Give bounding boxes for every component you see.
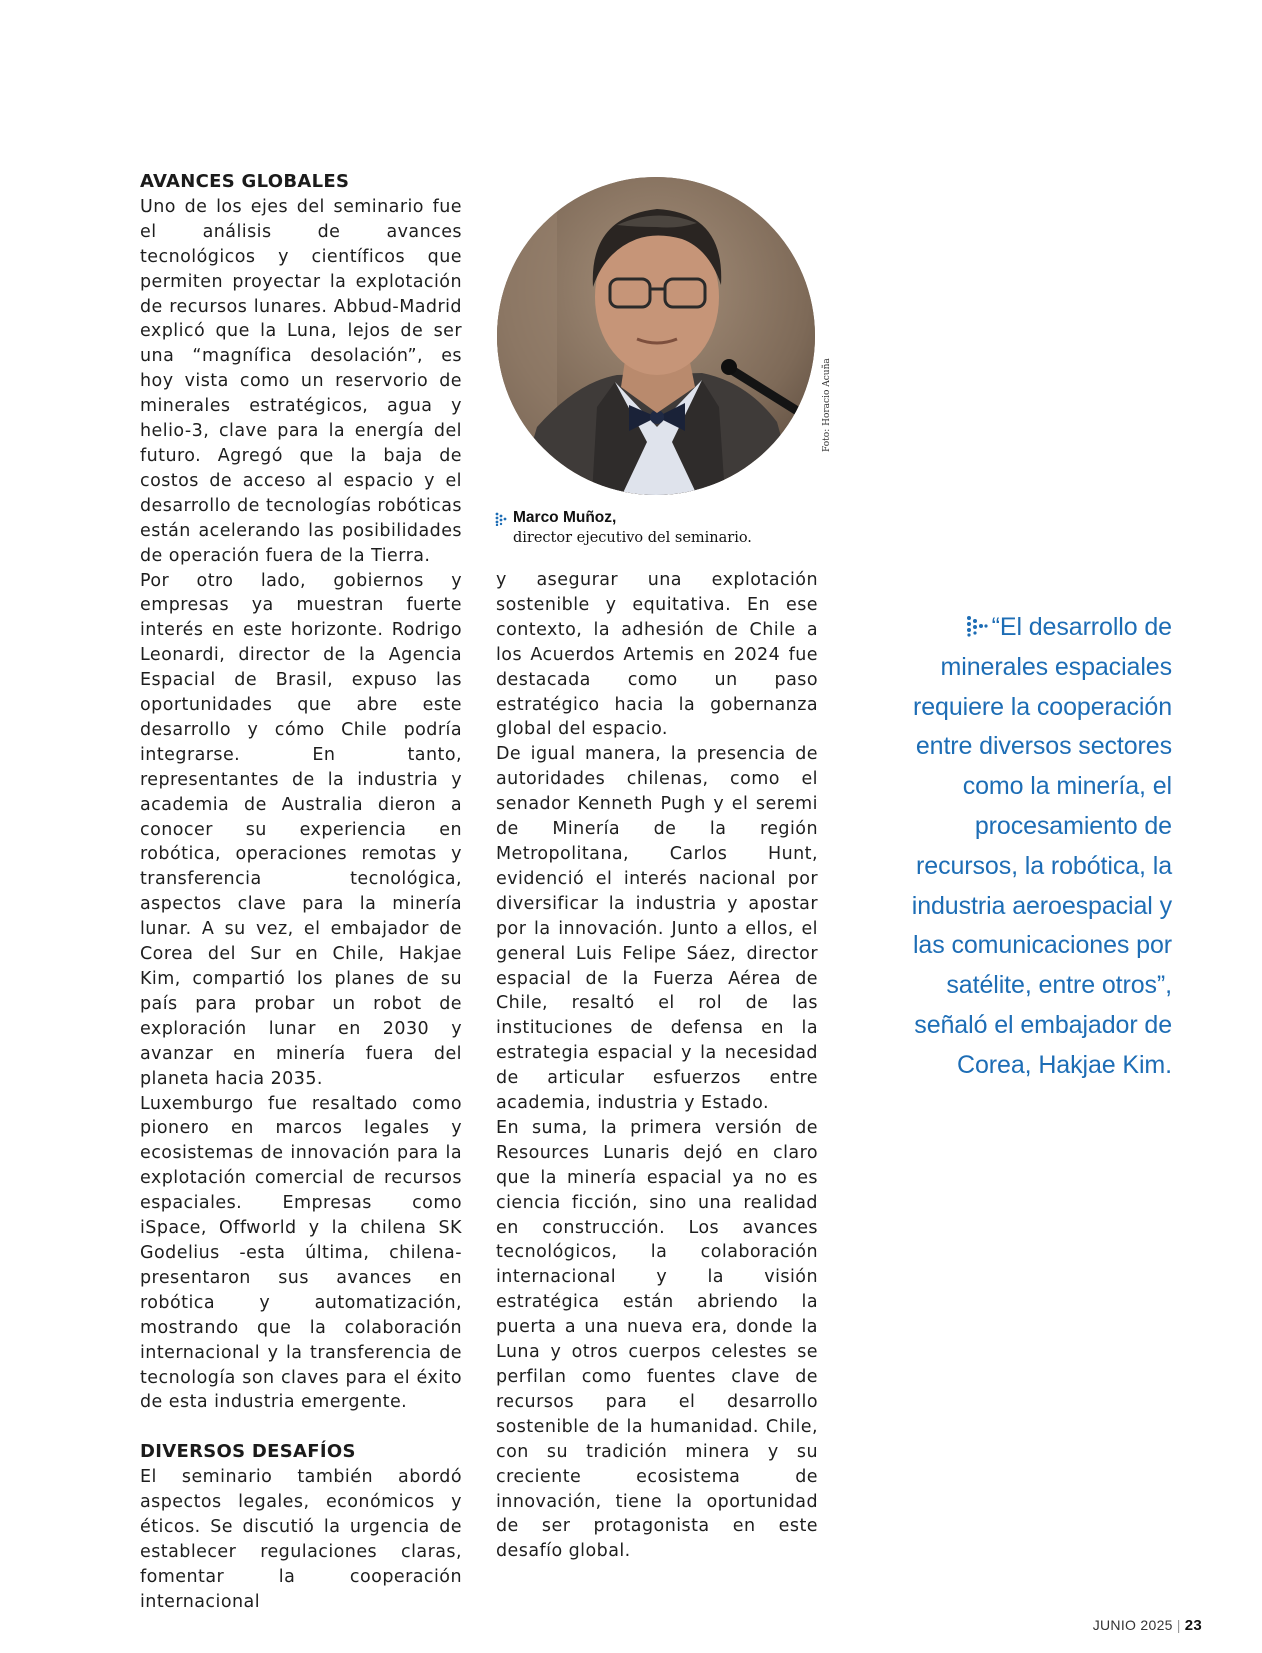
article-column-middle — [496, 568, 818, 1564]
photo-credit: Foto: Horacio Acuña — [822, 358, 832, 452]
page-footer — [1093, 1617, 1202, 1634]
photo-credit-container — [822, 358, 832, 452]
issue-date: JUNIO 2025 — [1092, 1617, 1173, 1633]
caption-name: Marco Muñoz, — [513, 509, 617, 526]
page-number: 23 — [1184, 1617, 1202, 1634]
caption-name-line — [495, 508, 795, 528]
section-heading-desafios: DIVERSOS DESAFÍOS — [140, 1441, 356, 1463]
paragraph: Luxemburgo fue resaltado como pionero en marcos legales y ecosistemas de innovación para la explotación comercial de recursos espaciales. Empresas como iSpace, Offworld y la chilena SK Godelius -esta última, chilena- presentaron sus avances en robótica y automatización, mostrando que la colaboración internacional y la transferencia de tecnología son claves para el éxito de esta industria emergente. — [140, 1093, 462, 1413]
portrait-illustration — [497, 177, 815, 495]
photo-caption — [495, 508, 795, 548]
dot-grid-icon — [966, 615, 988, 637]
caption-role: director ejecutivo del seminario. — [513, 530, 752, 546]
footer-separator: | — [1176, 1617, 1181, 1633]
paragraph: El seminario también abordó aspectos legales, económicos y éticos. Se discutió la urgencia de establecer regulaciones claras, fomentar la cooperación internacional — [140, 1467, 462, 1612]
dot-grid-icon — [495, 512, 509, 526]
paragraph: Por otro lado, gobiernos y empresas ya muestran fuerte interés en este horizonte. Rodrigo Leonardi, director de la Agencia Espacial de Brasil, expuso las oportunidades que abre este desarrollo y cómo Chile podría integrarse. En tanto, representantes de la industria y academia de Australia dieron a conocer su experiencia en robótica, operaciones remotas y transferencia tecnológica, aspectos clave para la minería lunar. A su vez, el embajador de Corea del Sur en Chile, Hakjae Kim, compartió los planes de su país para probar un robot de exploración lunar en 2030 y avanzar en minería fuera del planeta hacia 2035. — [140, 570, 462, 1089]
paragraph: De igual manera, la presencia de autoridades chilenas, como el senador Kenneth Pugh y el seremi de Minería de la región Metropolitana, Carlos Hunt, evidenció el interés nacional por diversificar la industria y apostar por la innovación. Junto a ellos, el general Luis Felipe Sáez, director espacial de la Fuerza Aérea de Chile, resaltó el rol de las instituciones de defensa en la estrategia espacial y la necesidad de articular esfuerzos entre academia, industria y Estado. — [496, 744, 818, 1114]
portrait-photo — [497, 177, 815, 495]
paragraph: En suma, la primera versión de Resources Lunaris dejó en claro que la minería espacial ya no es ciencia ficción, sino una realidad en construcción. Los avances tecnológicos, la colaboración internacional y la visión estratégica están abriendo la puerta a una nueva era, donde la Luna y otros cuerpos celestes se perfilan como fuentes clave de recursos para el desarrollo sostenible de la humanidad. Chile, con su tradición minera y su creciente ecosistema de innovación, tiene la oportunidad de ser protagonista en este desafío global. — [496, 1117, 818, 1562]
article-column-left — [140, 170, 462, 1615]
section-heading-avances: AVANCES GLOBALES — [140, 171, 350, 192]
paragraph: y asegurar una explotación sostenible y equitativa. En ese contexto, la adhesión de Chile a los Acuerdos Artemis en 2024 fue destacada como un paso estratégico hacia la gobernanza global del espacio. — [496, 570, 818, 740]
pull-quote-text: “El desarrollo de minerales espaciales requiere la cooperación entre diversos sectores como la minería, el procesamiento de recursos, la robótica, la industria aeroespacial y las comunicaciones por satélite, entre otros”, señaló el embajador de Corea, Hakjae Kim. — [911, 613, 1172, 1079]
paragraph: Uno de los ejes del seminario fue el análisis de avances tecnológicos y científicos que permiten proyectar la explotación de recursos lunares. Abbud-Madrid explicó que la Luna, lejos de ser una “magnífica desolación”, es hoy vista como un reservorio de minerales estratégicos, agua y helio-3, clave para la energía del futuro. Agregó que la baja de costos de acceso al espacio y el desarrollo de tecnologías robóticas están acelerando las posibilidades de operación fuera de la Tierra. — [140, 196, 462, 566]
pull-quote — [880, 608, 1172, 1086]
